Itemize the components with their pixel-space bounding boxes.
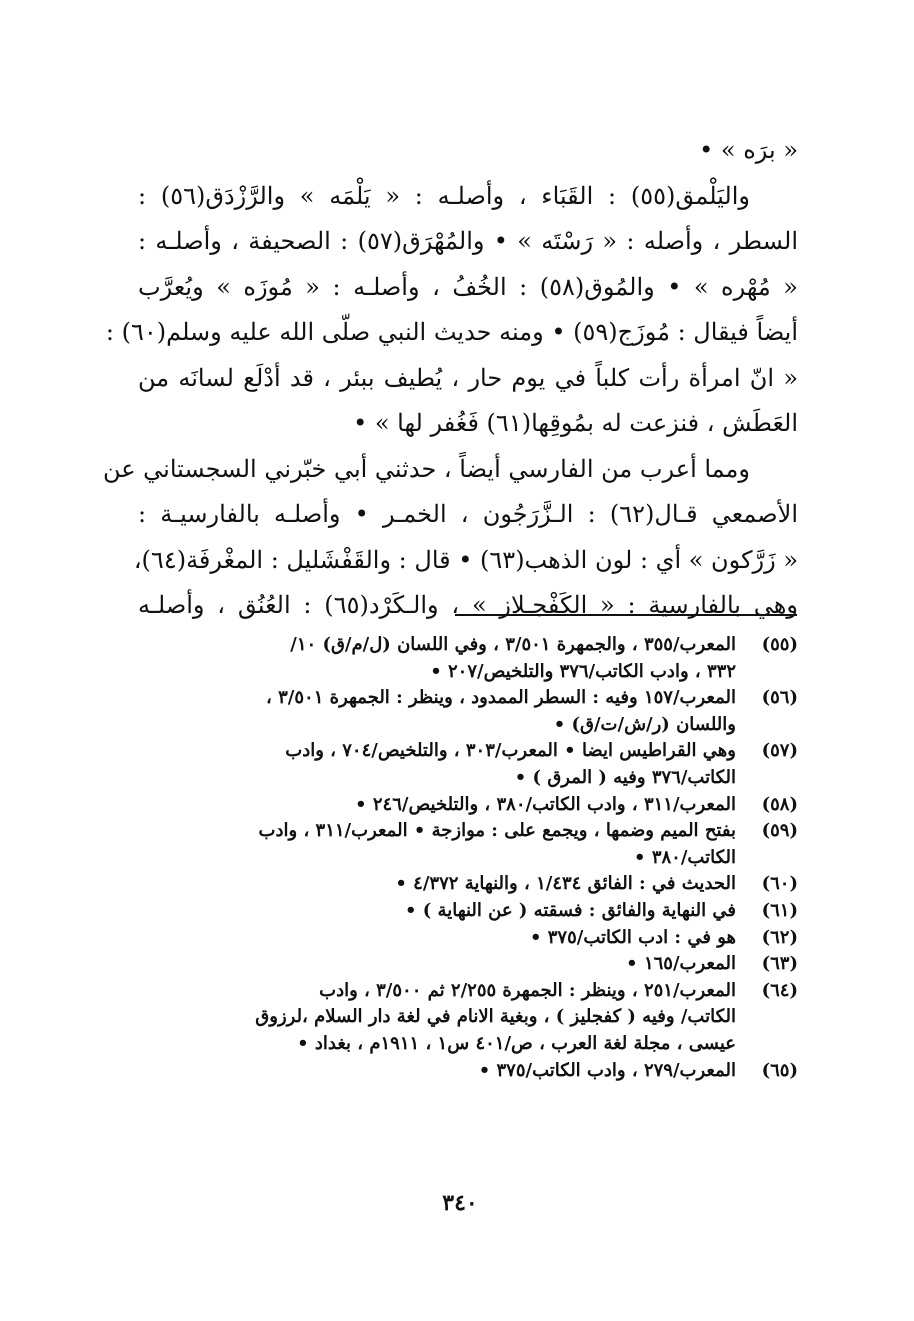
text-line: « برَه » • <box>699 136 798 164</box>
footnotes <box>138 632 798 1084</box>
footnote-number: (٥٥) <box>761 634 798 655</box>
footnote-line: وهي القراطيس ايضا • المعرب/٣٠٣ ، والتلخيص/٧٠٤ ، وادب <box>285 740 736 762</box>
footnote-line: الكاتب/٣٧٦ وفيه ( المرق ) • <box>514 766 736 788</box>
footnote-line: المعرب/٢٧٩ ، وادب الكاتب/٣٧٥ • <box>478 1059 736 1081</box>
footnote-text <box>138 871 736 898</box>
footnote-line: هو في : ادب الكاتب/٣٧٥ • <box>529 926 736 948</box>
footnote-62 <box>138 925 798 952</box>
footnote-number: (٦١) <box>761 899 798 921</box>
footnote-text <box>138 951 736 978</box>
footnote-55 <box>138 632 798 685</box>
footnote-text <box>138 978 736 1058</box>
footnote-line: واللسان (ر/ش/ت/ق) • <box>553 713 736 735</box>
footnote-56 <box>138 685 798 738</box>
footnote-number: (٦٢) <box>761 926 798 948</box>
footnote-text <box>138 792 736 819</box>
footnote-text <box>138 898 736 925</box>
footnote-text <box>138 818 736 871</box>
footnote-number: (٦٣) <box>761 953 798 975</box>
text-line: السطر ، وأصله : « رَسْتَه » • والمُهْرَق(٥٧) : الصحيفة ، وأصلـه : <box>138 227 798 255</box>
footnote-line: المعرب/١٦٥ • <box>626 953 736 975</box>
text-line: « انّ امرأة رأت كلباً في يوم حار ، يُطيف ببئر ، قد أدْلَع لسانَه من <box>138 363 798 392</box>
footnote-line: ٣٣٢ ، وادب الكاتب/٣٧٦ والتلخيص/٢٠٧ • <box>430 660 736 682</box>
main-text <box>102 128 799 629</box>
text-line: أيضاً فيقال : مُوزَج(٥٩) • ومنه حديث النبي صلّى الله عليه وسلم(٦٠) : <box>105 318 798 346</box>
footnote-number: (٦٠) <box>761 873 798 895</box>
footnote-65 <box>138 1058 798 1085</box>
footnote-64 <box>138 978 798 1058</box>
footnote-line: المعرب/١٥٧ وفيه : السطر الممدود ، وينظر : الجمهرة ٣/٥٠١ ، <box>266 687 736 709</box>
footnote-line: الحديث في : الفائق ١/٤٣٤ ، والنهاية ٤/٣٧٢ • <box>395 873 736 895</box>
footnote-line: الكاتب/٣٨٠ • <box>634 846 736 868</box>
text-line: ومما أعرب من الفارسي أيضاً ، حدثني أبي خبّرني السجستاني عن <box>102 454 750 483</box>
footnote-58 <box>138 792 798 819</box>
footnote-number: (٥٩) <box>761 820 798 842</box>
footnote-59 <box>138 818 798 871</box>
footnote-line: بفتح الميم وضمها ، ويجمع على : موازجة • المعرب/٣١١ ، وادب <box>258 820 736 842</box>
footnote-line: عيسى ، مجلة لغة العرب ، ص/٤٠١ س١ ، ١٩١١م ، بغداد • <box>297 1032 736 1054</box>
footnote-number: (٥٦) <box>761 687 798 709</box>
footnote-text <box>138 632 736 685</box>
text-line: « مُهْره » • والمُوق(٥٨) : الخُفُ ، وأصلـه : « مُوزَه » ويُعرَّب <box>138 272 798 301</box>
footnote-text <box>138 925 736 952</box>
footnote-text <box>138 738 736 791</box>
footnote-line: المعرب/٢٥١ ، وينظر : الجمهرة ٢/٢٥٥ ثم ٣/٥٠٠ ، وادب <box>319 979 736 1001</box>
text-line: « زَرَّكون » أي : لون الذهب(٦٣) • قال : والقَفْشَليل : المغْرفَة(٦٤)، <box>133 545 798 574</box>
footnote-line: المعرب/٣٥٥ ، والجمهرة ٣/٥٠١ ، وفي اللسان (ل/م/ق) ١٠/ <box>290 634 736 655</box>
footnote-line: المعرب/٣١١ ، وادب الكاتب/٣٨٠ ، والتلخيص/٢٤٦ • <box>355 793 736 815</box>
footnote-text <box>138 1058 736 1085</box>
footnote-line: الكاتب/ وفيه ( كفجليز ) ، وبغية الانام في لغة دار السلام ،لرزوق <box>255 1006 736 1028</box>
footnote-number: (٦٥) <box>761 1059 798 1081</box>
footnote-line: في النهاية والفائق : فسقته ( عن النهاية ) • <box>405 899 736 921</box>
page-number: ٣٤٠ <box>442 1190 478 1216</box>
text-line: العَطَش ، فنزعت له بمُوقِها(٦١) فَغُفر لها » • <box>353 409 798 437</box>
footnote-text <box>138 685 736 738</box>
footnote-number: (٥٨) <box>761 793 798 815</box>
footnote-61 <box>138 898 798 925</box>
footnote-number: (٦٤) <box>761 979 798 1001</box>
footnote-60 <box>138 871 798 898</box>
text-line: وهي بالفارسية : « الكَفْجـلاز » ، والـكَرْد(٦٥) : العُنُق ، وأصلـه <box>138 591 799 619</box>
text-line: واليَلْمق(٥٥) : القَبَاء ، وأصلـه : « يَلْمَه » والرَّزْدَق(٥٦) : <box>138 181 750 210</box>
footnote-57 <box>138 738 798 791</box>
text-line: الأصمعي قـال(٦٢) : الـزَّرَجُون ، الخمـر • وأصلـه بالفارسيـة : <box>138 500 798 528</box>
footnote-number: (٥٧) <box>761 740 798 762</box>
footnote-divider <box>455 614 797 616</box>
footnote-63 <box>138 951 798 978</box>
